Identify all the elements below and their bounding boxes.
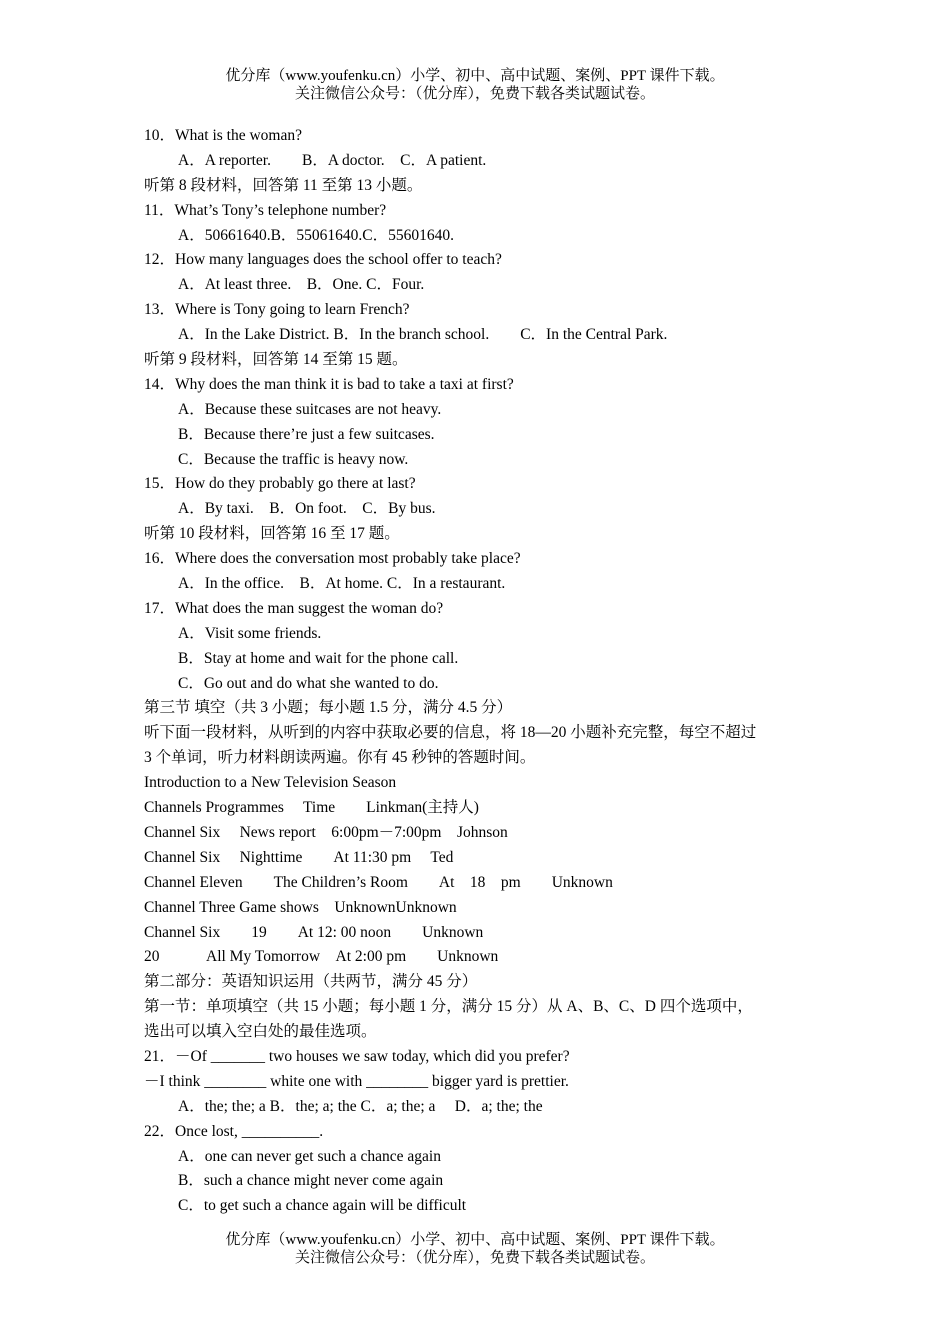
- text-line: Channels Programmes Time Linkman(主持人): [144, 799, 479, 817]
- text-line: 10．What is the woman?: [144, 127, 302, 144]
- text-line: 3 个单词，听力材料朗读两遍。你有 45 秒钟的答题时间。: [144, 749, 536, 767]
- text-line: 听下面一段材料，从听到的内容中获取必要的信息，将 18—20 小题补充完整，每空不超过: [144, 724, 757, 742]
- answer-option-line: A．50661640.B．55061640.C．55601640.: [178, 226, 454, 244]
- text-line: 第一节：单项填空（共 15 小题；每小题 1 分，满分 15 分）从 A、B、C、D 四个选项中，: [144, 998, 753, 1016]
- text-line: 第三节 填空（共 3 小题；每小题 1.5 分，满分 4.5 分）: [144, 699, 513, 717]
- text-line: 22．Once lost, __________.: [144, 1122, 324, 1140]
- answer-option-line: B．Stay at home and wait for the phone call.: [178, 649, 459, 667]
- text-line: 听第 10 段材料，回答第 16 至 17 题。: [144, 525, 400, 543]
- answer-option-line: A．A reporter. B．A doctor. C．A patient.: [178, 151, 487, 169]
- text-line: Channel Six 19 At 12: 00 noon Unknown: [144, 923, 484, 941]
- text-line: 21．－Of _______ two houses we saw today, which did you prefer?: [144, 1047, 570, 1065]
- text-line: 11．What’s Tony’s telephone number?: [144, 201, 387, 219]
- answer-option-line: A．In the Lake District. B．In the branch school. C．In the Central Park.: [178, 326, 668, 344]
- text-line: 12．How many languages does the school offer to teach?: [144, 251, 502, 269]
- text-line: 16．Where does the conversation most probably take place?: [144, 550, 521, 568]
- text-line: 听第 9 段材料，回答第 14 至第 15 题。: [144, 351, 408, 369]
- text-line: 第二部分：英语知识运用（共两节，满分 45 分）: [144, 973, 478, 991]
- footer-line-1: 优分库（www.youfenku.cn）小学、初中、高中试题、案例、PPT 课件下载。: [225, 1232, 725, 1248]
- answer-option-line: A．In the office. B．At home. C．In a restaurant.: [178, 575, 506, 593]
- answer-option-line: A．the; the; a B．the; a; the C．a; the; a D．a; the; the: [178, 1097, 543, 1115]
- text-line: －I think ________ white one with ________ bigger yard is prettier.: [144, 1072, 569, 1090]
- header-line-2: 关注微信公众号：（优分库），免费下载各类试题试卷。: [294, 86, 655, 102]
- page-footer: [0, 1231, 950, 1267]
- text-line: 17．What does the man suggest the woman do?: [144, 599, 444, 617]
- answer-option-line: A．one can never get such a chance again: [178, 1147, 441, 1165]
- answer-option-line: A．Because these suitcases are not heavy.: [178, 400, 442, 418]
- text-line: 20 All My Tomorrow At 2:00 pm Unknown: [144, 948, 499, 966]
- text-line: 选出可以填入空白处的最佳选项。: [144, 1023, 377, 1041]
- answer-option-line: B．Because there’re just a few suitcases.: [178, 425, 435, 443]
- answer-option-line: A．Visit some friends.: [178, 624, 322, 642]
- answer-option-line: C．Go out and do what she wanted to do.: [178, 674, 439, 692]
- text-line: Channel Six News report 6:00pm－7:00pm Johnson: [144, 823, 508, 841]
- text-line: Channel Three Game shows UnknownUnknown: [144, 898, 457, 916]
- answer-option-line: A．At least three. B．One. C．Four.: [178, 276, 425, 294]
- answer-option-line: A．By taxi. B．On foot. C．By bus.: [178, 500, 436, 518]
- text-line: Channel Eleven The Children’s Room At 18 pm Unknown: [144, 873, 613, 891]
- text-line: 13．Where is Tony going to learn French?: [144, 301, 410, 319]
- text-line: 14．Why does the man think it is bad to take a taxi at first?: [144, 375, 514, 393]
- answer-option-line: B．such a chance might never come again: [178, 1172, 444, 1190]
- document-body: [144, 124, 824, 1219]
- footer-line-2: 关注微信公众号：（优分库），免费下载各类试题试卷。: [294, 1250, 655, 1266]
- text-line: 听第 8 段材料，回答第 11 至第 13 小题。: [144, 176, 423, 194]
- text-line: Channel Six Nighttime At 11:30 pm Ted: [144, 848, 454, 866]
- page-header: [0, 67, 950, 103]
- answer-option-line: C．Because the traffic is heavy now.: [178, 450, 409, 468]
- text-line: Introduction to a New Television Season: [144, 774, 397, 792]
- answer-option-line: C．to get such a chance again will be difficult: [178, 1197, 467, 1215]
- header-line-1: 优分库（www.youfenku.cn）小学、初中、高中试题、案例、PPT 课件下载。: [225, 68, 725, 84]
- text-line: 15．How do they probably go there at last?: [144, 475, 416, 493]
